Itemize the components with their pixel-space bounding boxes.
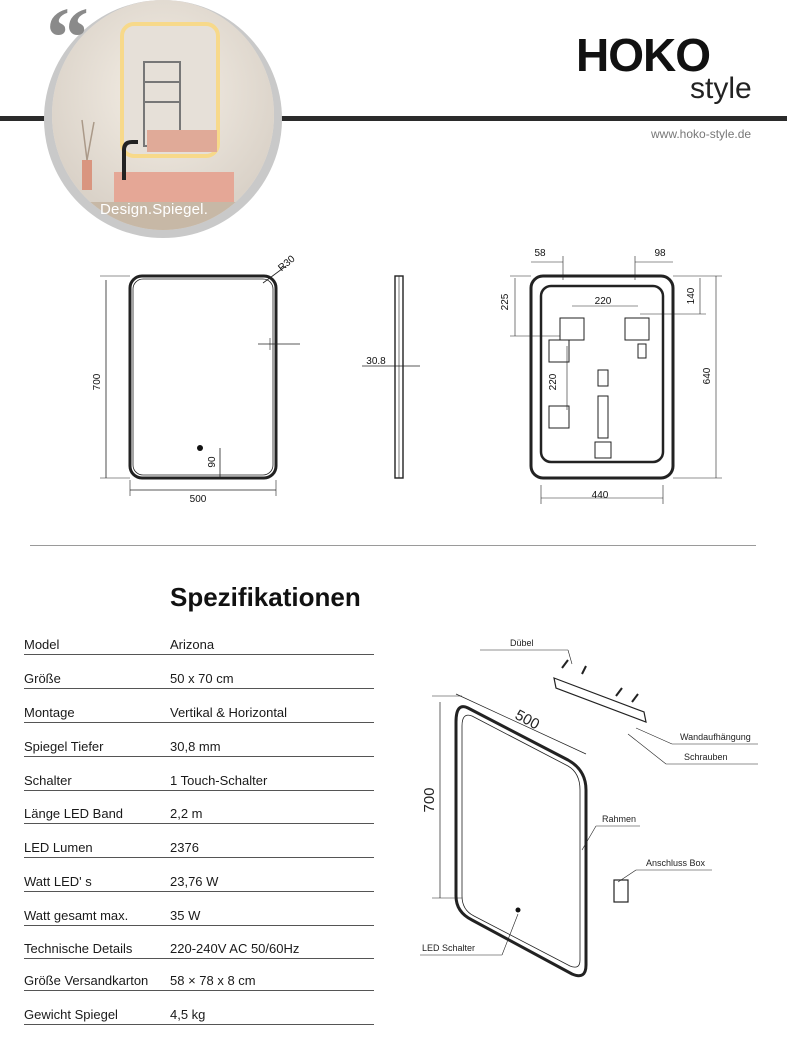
spec-key: Größe Versandkarton bbox=[24, 973, 149, 988]
spec-value: 30,8 mm bbox=[170, 739, 221, 754]
spec-underline bbox=[24, 857, 374, 858]
spec-key: Länge LED Band bbox=[24, 806, 124, 821]
spec-value: 1 Touch-Schalter bbox=[170, 773, 268, 788]
front-switch-label: 90 bbox=[207, 456, 218, 468]
mounting-diagram bbox=[396, 630, 776, 1020]
spec-underline bbox=[24, 654, 374, 655]
switch-dot bbox=[197, 445, 203, 451]
dubel-label: Dübel bbox=[510, 638, 534, 648]
spec-underline bbox=[24, 925, 374, 926]
wand-label: Wandaufhängung bbox=[680, 732, 751, 742]
spec-key: Spiegel Tiefer bbox=[24, 739, 104, 754]
spec-value: Vertikal & Horizontal bbox=[170, 705, 288, 720]
spec-row bbox=[24, 705, 374, 739]
brand-sub: style bbox=[690, 72, 752, 105]
back-98-label: 98 bbox=[654, 248, 666, 259]
spec-key: Größe bbox=[24, 671, 61, 686]
spec-row bbox=[24, 840, 374, 874]
front-view-frame bbox=[130, 276, 276, 478]
spec-underline bbox=[24, 891, 374, 892]
spec-key: Watt gesamt max. bbox=[24, 908, 129, 923]
back-220h-label: 220 bbox=[594, 296, 612, 307]
spec-value: 4,5 kg bbox=[170, 1007, 206, 1022]
spec-underline bbox=[24, 990, 374, 991]
spec-row bbox=[24, 941, 374, 975]
spec-key: Montage bbox=[24, 705, 75, 720]
spec-value: 23,76 W bbox=[170, 874, 219, 889]
mirror-outline bbox=[456, 707, 586, 976]
back-225-label: 225 bbox=[500, 293, 511, 311]
spec-key: Schalter bbox=[24, 773, 72, 788]
front-r-label: R30 bbox=[276, 253, 298, 274]
spec-row bbox=[24, 671, 374, 705]
spec-value: 58 × 78 x 8 cm bbox=[170, 973, 256, 988]
spec-underline bbox=[24, 790, 374, 791]
spec-row bbox=[24, 908, 374, 942]
spec-underline bbox=[24, 722, 374, 723]
back-440-label: 440 bbox=[591, 490, 609, 501]
spec-value: 50 x 70 cm bbox=[170, 671, 234, 686]
website-url[interactable]: www.hoko-style.de bbox=[651, 127, 752, 141]
spec-value: 2,2 m bbox=[170, 806, 203, 821]
rahmen-label: Rahmen bbox=[602, 814, 637, 824]
spec-title: Spezifikationen bbox=[170, 582, 361, 612]
spec-row bbox=[24, 637, 374, 671]
front-height-label: 700 bbox=[92, 373, 103, 391]
wall-bracket bbox=[554, 678, 646, 722]
spec-row bbox=[24, 806, 374, 840]
hero-caption: Design.Spiegel. bbox=[100, 201, 209, 218]
led-schalter-label: LED Schalter bbox=[422, 943, 476, 953]
back-58-label: 58 bbox=[534, 248, 546, 259]
spec-underline bbox=[24, 756, 374, 757]
brand-logo: HOKO bbox=[576, 29, 710, 81]
spec-key: Gewicht Spiegel bbox=[24, 1007, 118, 1022]
ex-height-label: 700 bbox=[421, 787, 438, 813]
spec-underline bbox=[24, 823, 374, 824]
spec-value: Arizona bbox=[170, 637, 215, 652]
spec-value: 220-240V AC 50/60Hz bbox=[170, 941, 300, 956]
back-140-label: 140 bbox=[686, 287, 697, 305]
quote-mark-icon: “ bbox=[46, 0, 89, 85]
front-width-label: 500 bbox=[189, 494, 207, 505]
side-depth-label: 30.8 bbox=[366, 356, 386, 367]
spec-row bbox=[24, 773, 374, 807]
spec-row bbox=[24, 973, 374, 1007]
spec-underline bbox=[24, 1024, 374, 1025]
spec-underline bbox=[24, 688, 374, 689]
led-switch-dot bbox=[516, 908, 521, 913]
anschluss-label: Anschluss Box bbox=[646, 858, 706, 868]
spec-key: LED Lumen bbox=[24, 840, 93, 855]
spec-key: Model bbox=[24, 637, 60, 652]
spec-underline bbox=[24, 958, 374, 959]
spec-key: Technische Details bbox=[24, 941, 133, 956]
spec-row bbox=[24, 874, 374, 908]
technical-drawings bbox=[0, 240, 787, 540]
back-640-label: 640 bbox=[702, 367, 713, 385]
back-220v-label: 220 bbox=[548, 373, 559, 391]
schrauben-label: Schrauben bbox=[684, 752, 728, 762]
section-divider bbox=[30, 545, 756, 546]
spec-value: 2376 bbox=[170, 840, 199, 855]
spec-row bbox=[24, 1007, 374, 1041]
connection-box bbox=[614, 880, 628, 902]
ex-width-label: 500 bbox=[512, 706, 543, 734]
spec-key: Watt LED' s bbox=[24, 874, 92, 889]
spec-value: 35 W bbox=[170, 908, 201, 923]
spec-row bbox=[24, 739, 374, 773]
